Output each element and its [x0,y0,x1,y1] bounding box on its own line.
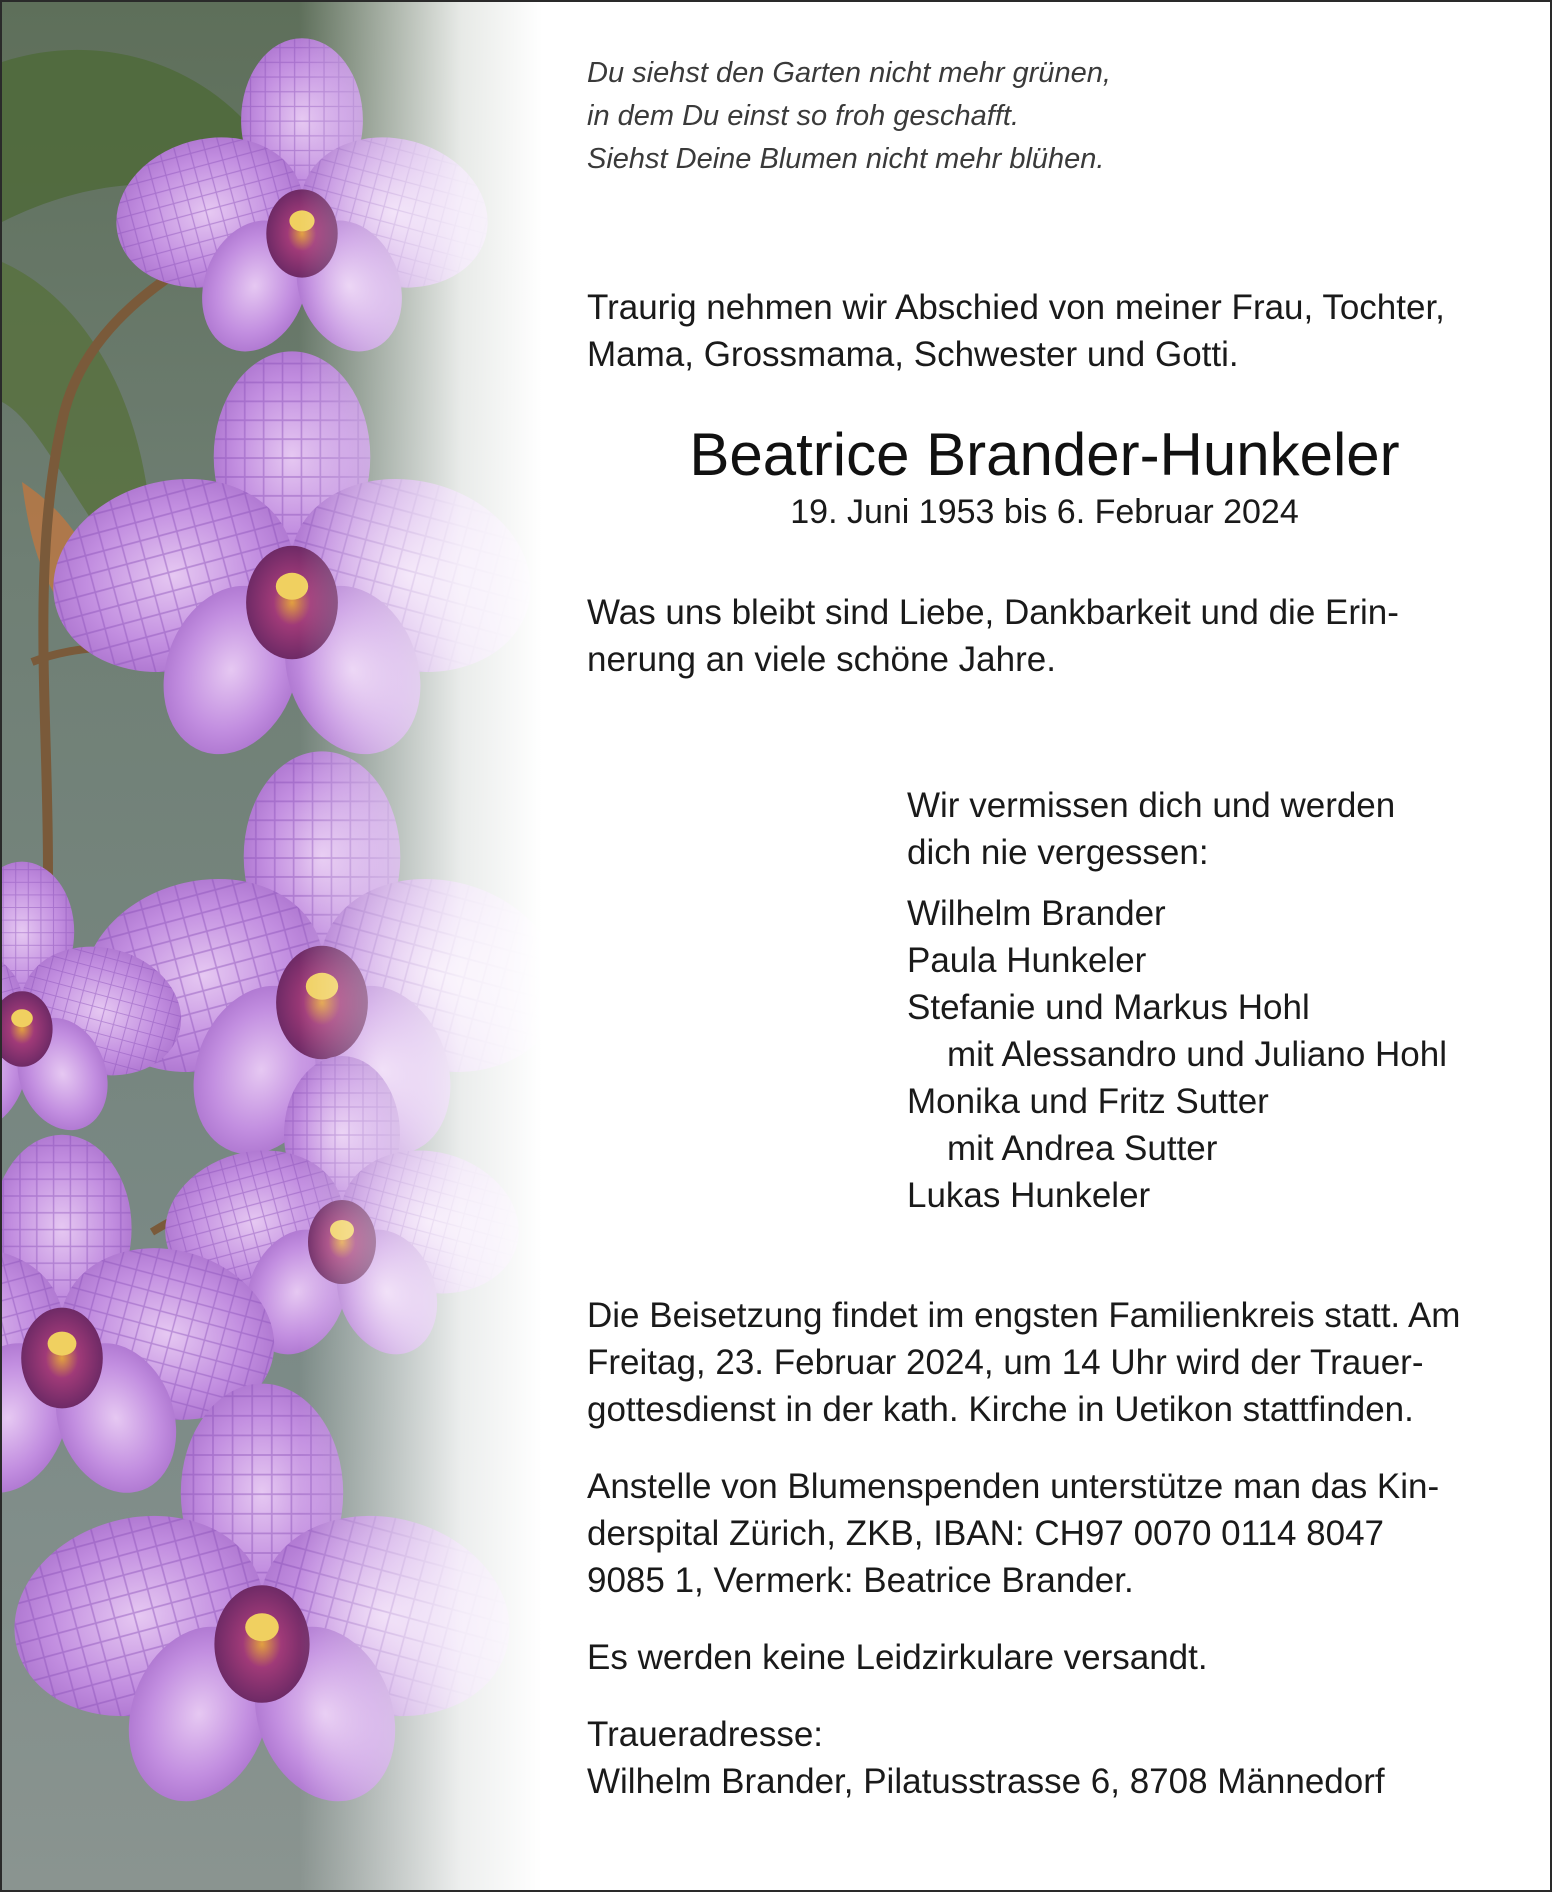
intro-line: Traurig nehmen wir Abschied von meiner Frau, Tochter, [587,288,1445,327]
mourners-heading: dich nie vergessen: [907,833,1209,872]
funeral-line: Freitag, 23. Februar 2024, um 14 Uhr wird der Trauer- [587,1343,1424,1382]
mourners [907,782,1517,1219]
mourner-name: Lukas Hunkeler [907,1176,1151,1215]
donation-line: derspital Zürich, ZKB, IBAN: CH97 0070 0114 8047 [587,1514,1385,1553]
deceased-name: Beatrice Brander-Hunkeler [689,421,1400,488]
remembrance-line: Was uns bleibt sind Liebe, Dankbarkeit und die Erin- [587,593,1399,632]
intro [587,284,1502,378]
address-label: Traueradresse: [587,1715,824,1754]
funeral-line: gottesdienst in der kath. Kirche in Uetikon stattfinden. [587,1390,1414,1429]
donation-line: Anstelle von Blumenspenden unterstütze man das Kin- [587,1467,1440,1506]
mourner-name: Monika und Fritz Sutter [907,1082,1269,1121]
mourner-name: mit Andrea Sutter [947,1129,1218,1168]
mourner-name: Stefanie und Markus Hohl [907,988,1310,1027]
deceased-dates: 19. Juni 1953 bis 6. Februar 2024 [790,493,1299,531]
poem-line: Siehst Deine Blumen nicht mehr blühen. [587,143,1105,175]
remembrance [587,589,1502,683]
poem-line: Du siehst den Garten nicht mehr grünen, [587,57,1111,89]
mourner-name: Paula Hunkeler [907,941,1147,980]
orchid-image [2,2,542,1890]
mourner-name: Wilhelm Brander [907,894,1166,933]
notice: Es werden keine Leidzirkulare versandt. [587,1638,1208,1677]
funeral-line: Die Beisetzung findet im engsten Familienkreis statt. Am [587,1296,1461,1335]
donation-info [587,1463,1502,1604]
remembrance-line: nerung an viele schöne Jahre. [587,640,1056,679]
mourner-name: mit Alessandro und Juliano Hohl [947,1035,1448,1074]
lower-text [587,1292,1502,1805]
poem-line: in dem Du einst so froh geschafft. [587,100,1019,132]
intro-line: Mama, Grossmama, Schwester und Gotti. [587,335,1239,374]
mourners-heading: Wir vermissen dich und werden [907,786,1396,825]
donation-line: 9085 1, Vermerk: Beatrice Brander. [587,1561,1134,1600]
address-value: Wilhelm Brander, Pilatusstrasse 6, 8708 Männedorf [587,1762,1385,1801]
poem [587,52,1502,181]
funeral-info [587,1292,1502,1433]
upper-text [587,52,1502,683]
